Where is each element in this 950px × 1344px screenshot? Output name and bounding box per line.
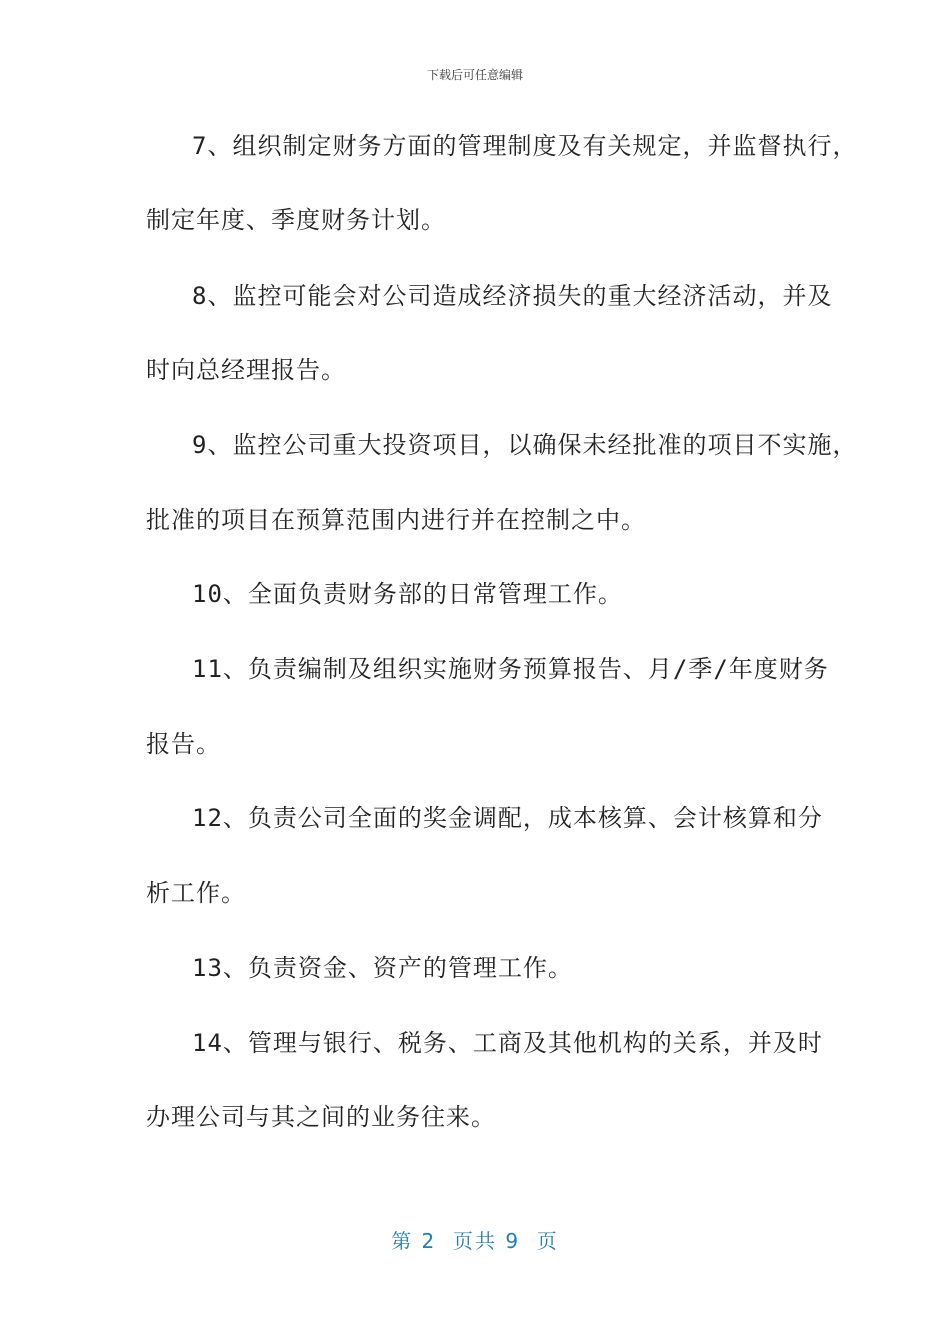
page-header: 下载后可任意编辑: [426, 68, 523, 82]
paragraph-8-line-1: 8、监控可能会对公司造成经济损失的重大经济活动，并及: [192, 282, 833, 310]
page-number-footer: 第 2 页共 9 页: [391, 1229, 559, 1253]
paragraph-7-line-1: 7、组织制定财务方面的管理制度及有关规定，并监督执行，: [192, 132, 858, 160]
paragraph-7-line-2: 制定年度、季度财务计划。: [146, 206, 446, 234]
paragraph-9-line-2: 批准的项目在预算范围内进行并在控制之中。: [146, 506, 646, 534]
paragraph-11-line-1: 11、负责编制及组织实施财务预算报告、月/季/年度财务: [192, 655, 829, 683]
paragraph-12-line-1: 12、负责公司全面的奖金调配，成本核算、会计核算和分: [192, 804, 823, 832]
paragraph-8-line-2: 时向总经理报告。: [146, 356, 346, 384]
paragraph-10-line-1: 10、全面负责财务部的日常管理工作。: [192, 580, 623, 608]
paragraph-14-line-1: 14、管理与银行、税务、工商及其他机构的关系，并及时: [192, 1029, 823, 1057]
paragraph-11-line-2: 报告。: [146, 730, 221, 758]
paragraph-12-line-2: 析工作。: [146, 879, 246, 907]
paragraph-13-line-1: 13、负责资金、资产的管理工作。: [192, 954, 573, 982]
paragraph-14-line-2: 办理公司与其之间的业务往来。: [146, 1103, 496, 1131]
paragraph-9-line-1: 9、监控公司重大投资项目，以确保未经批准的项目不实施，: [192, 431, 858, 459]
